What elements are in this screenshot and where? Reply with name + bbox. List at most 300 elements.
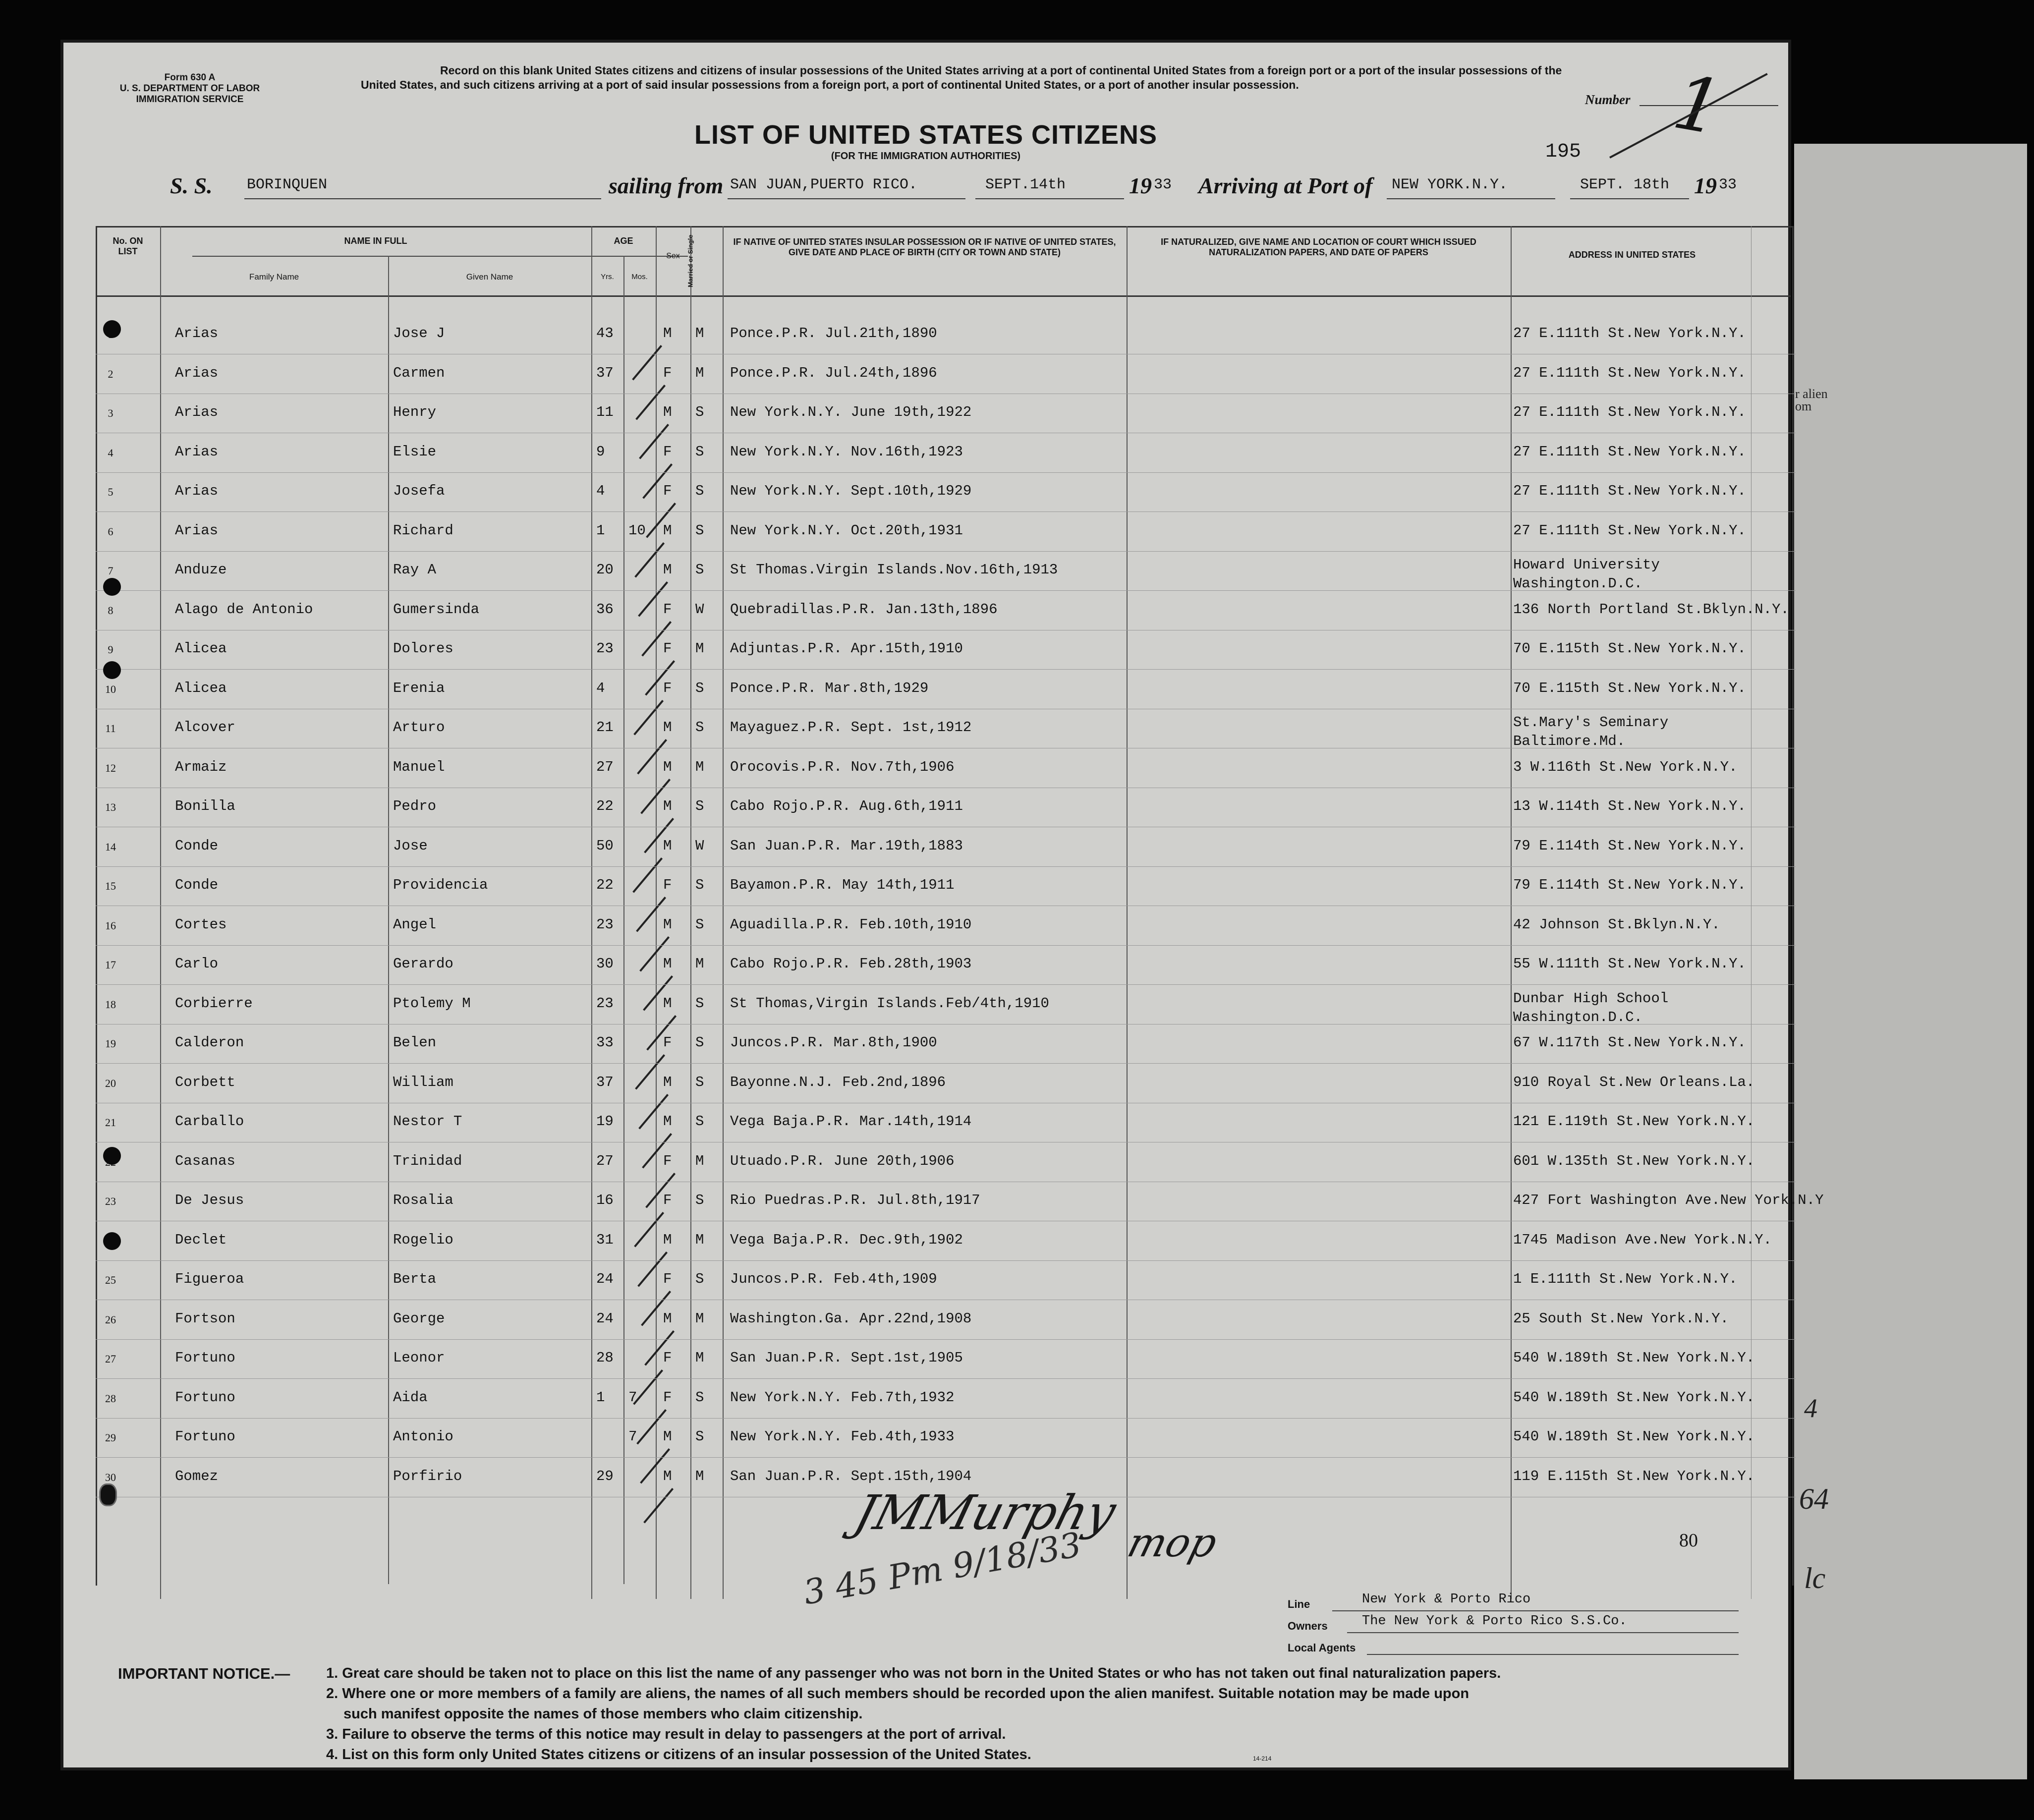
record-instructions: Record on this blank United States citizens and citizens of insular possessions of the United States arriving at a port of continental United States from a foreign port or a port of the insular possessions of the United States, and such citizens arriving at a port of said insular possessions from a foreign port, a port of continental United States, or a port of another insular possession. bbox=[361, 64, 1562, 91]
table-row bbox=[96, 759, 1796, 784]
print-code: 14-214 bbox=[1253, 1755, 1272, 1762]
row-number: 7 bbox=[108, 565, 113, 577]
punch-hole bbox=[103, 1232, 121, 1250]
stamp-number: 195 bbox=[1545, 141, 1582, 163]
table-row bbox=[96, 1232, 1796, 1256]
marital-status: S bbox=[695, 522, 704, 539]
marital-status: M bbox=[695, 758, 704, 775]
birth-place-date: Cabo Rojo.P.R. Aug.6th,1911 bbox=[730, 798, 963, 814]
marital-status: M bbox=[695, 364, 704, 381]
birth-place-date: Juncos.P.R. Mar.8th,1900 bbox=[730, 1034, 937, 1051]
table-row bbox=[96, 798, 1796, 823]
col-address: ADDRESS IN UNITED STATES bbox=[1568, 250, 1696, 260]
table-row bbox=[96, 1350, 1796, 1374]
marital-status: S bbox=[695, 916, 704, 933]
col-birth: IF NATIVE OF UNITED STATES INSULAR POSSESSION OR IF NATIVE OF UNITED STATES, GIVE DATE AND PLACE OF BIRTH (CITY OR TOWN AND STATE) bbox=[733, 237, 1116, 257]
sex: M bbox=[663, 522, 672, 539]
notice-item-1: 1. Great care should be taken not to place on this list the name of any passenger who was not born in the United States or who has not taken out final naturalization papers. bbox=[326, 1665, 1501, 1681]
family-name: Arias bbox=[175, 325, 219, 341]
given-name: Elsie bbox=[393, 443, 437, 460]
family-name: Declet bbox=[175, 1231, 227, 1248]
given-name: Jose J bbox=[393, 325, 445, 341]
pencil-annotation: 3 45 Pm 9/18/33 bbox=[800, 1525, 1084, 1613]
family-name: Corbett bbox=[175, 1074, 235, 1090]
age-years: 4 bbox=[596, 680, 605, 696]
col-married: Married or Single bbox=[686, 234, 694, 287]
family-name: Anduze bbox=[175, 562, 227, 578]
row-number: 30 bbox=[105, 1471, 116, 1483]
marital-status: M bbox=[695, 640, 704, 657]
row-number: 13 bbox=[105, 801, 116, 813]
inspector-initials: mop bbox=[1123, 1520, 1222, 1566]
sex: F bbox=[663, 601, 672, 618]
sex: M bbox=[663, 916, 672, 933]
age-years: 27 bbox=[596, 1152, 614, 1169]
age-years: 31 bbox=[596, 1231, 614, 1248]
table-row bbox=[96, 1034, 1796, 1059]
age-years: 30 bbox=[596, 956, 614, 972]
us-address: 27 E.111th St.New York.N.Y. bbox=[1513, 404, 1746, 420]
age-years: 22 bbox=[596, 877, 614, 893]
us-address: 67 W.117th St.New York.N.Y. bbox=[1513, 1034, 1746, 1051]
table-row bbox=[96, 1192, 1824, 1217]
marital-status: S bbox=[695, 1192, 704, 1208]
us-address: 70 E.115th St.New York.N.Y. bbox=[1513, 640, 1746, 657]
table-row bbox=[96, 1271, 1796, 1296]
table-row bbox=[96, 1310, 1796, 1335]
sex: M bbox=[663, 758, 672, 775]
given-name: Berta bbox=[393, 1271, 437, 1287]
sex: F bbox=[663, 1271, 672, 1287]
ship-name: BORINQUEN bbox=[247, 176, 328, 193]
marital-status: S bbox=[695, 1271, 704, 1287]
family-name: Bonilla bbox=[175, 798, 235, 814]
marital-status: M bbox=[695, 325, 704, 341]
row-number: 19 bbox=[105, 1037, 116, 1050]
marital-status: S bbox=[695, 1389, 704, 1406]
margin-note: 4 bbox=[1804, 1393, 1817, 1423]
given-name: Josefa bbox=[393, 483, 445, 499]
row-number: 23 bbox=[105, 1195, 116, 1207]
marital-status: M bbox=[695, 1468, 704, 1484]
punch-hole bbox=[103, 578, 121, 596]
notice-title: IMPORTANT NOTICE.— bbox=[118, 1665, 290, 1682]
us-address: Howard University bbox=[1513, 557, 1660, 573]
arrival-date: SEPT. 18th bbox=[1580, 176, 1670, 193]
row-number: 27 bbox=[105, 1353, 116, 1365]
us-address: 27 E.111th St.New York.N.Y. bbox=[1513, 364, 1746, 381]
inspector-signature: JMMurphy bbox=[848, 1485, 1122, 1540]
us-address: 70 E.115th St.New York.N.Y. bbox=[1513, 680, 1746, 696]
punch-hole bbox=[103, 1147, 121, 1165]
age-years: 29 bbox=[596, 1468, 614, 1484]
sex: F bbox=[663, 443, 672, 460]
handwritten-number: 1 bbox=[1667, 59, 1729, 152]
margin-note: r alien bbox=[1795, 387, 1828, 401]
age-years: 19 bbox=[596, 1113, 614, 1130]
birth-place-date: Quebradillas.P.R. Jan.13th,1896 bbox=[730, 601, 998, 618]
row-number: 12 bbox=[105, 761, 116, 774]
age-years: 28 bbox=[596, 1350, 614, 1366]
given-name: Belen bbox=[393, 1034, 437, 1051]
col-family-name: Family Name bbox=[249, 272, 299, 282]
age-years: 1 bbox=[596, 1389, 605, 1406]
family-name: De Jesus bbox=[175, 1192, 244, 1208]
punch-hole bbox=[101, 1485, 115, 1505]
birth-place-date: Orocovis.P.R. Nov.7th,1906 bbox=[730, 758, 955, 775]
table-row bbox=[96, 522, 1796, 547]
given-name: Nestor T bbox=[393, 1113, 462, 1130]
age-years: 24 bbox=[596, 1310, 614, 1327]
given-name: Providencia bbox=[393, 877, 488, 893]
number-label: Number bbox=[1585, 92, 1631, 107]
age-years: 23 bbox=[596, 995, 614, 1012]
notice-item-2-cont: such manifest opposite the names of those members who claim citizenship. bbox=[343, 1706, 863, 1722]
us-address: Dunbar High School bbox=[1513, 990, 1669, 1007]
sex: M bbox=[663, 719, 672, 736]
given-name: Jose bbox=[393, 837, 428, 854]
birth-place-date: Juncos.P.R. Feb.4th,1909 bbox=[730, 1271, 937, 1287]
sex: M bbox=[663, 1074, 672, 1090]
line-value: New York & Porto Rico bbox=[1362, 1592, 1531, 1607]
family-name: Armaiz bbox=[175, 758, 227, 775]
us-address: 910 Royal St.New Orleans.La. bbox=[1513, 1074, 1755, 1090]
us-address: 55 W.111th St.New York.N.Y. bbox=[1513, 956, 1746, 972]
family-name: Arias bbox=[175, 364, 219, 381]
marital-status: S bbox=[695, 877, 704, 893]
col-name-in-full: NAME IN FULL bbox=[344, 236, 407, 246]
us-address: 27 E.111th St.New York.N.Y. bbox=[1513, 443, 1746, 460]
sex: F bbox=[663, 364, 672, 381]
given-name: Richard bbox=[393, 522, 453, 539]
age-years: 1 bbox=[596, 522, 605, 539]
family-name: Calderon bbox=[175, 1034, 244, 1051]
given-name: Angel bbox=[393, 916, 437, 933]
us-address: 121 E.119th St.New York.N.Y. bbox=[1513, 1113, 1755, 1130]
from-port: SAN JUAN,PUERTO RICO. bbox=[730, 176, 918, 193]
birth-place-date: Mayaguez.P.R. Sept. 1st,1912 bbox=[730, 719, 972, 736]
birth-place-date: Rio Puedras.P.R. Jul.8th,1917 bbox=[730, 1192, 980, 1208]
col-no: No. ON LIST bbox=[113, 236, 143, 256]
age-years: 37 bbox=[596, 364, 614, 381]
age-years: 11 bbox=[596, 404, 614, 420]
given-name: George bbox=[393, 1310, 445, 1327]
margin-note: om bbox=[1795, 399, 1812, 413]
birth-place-date: Ponce.P.R. Jul.21th,1890 bbox=[730, 325, 937, 341]
birth-place-date: San Juan.P.R. Sept.1st,1905 bbox=[730, 1350, 963, 1366]
row-number: 28 bbox=[105, 1392, 116, 1405]
given-name: Antonio bbox=[393, 1428, 453, 1445]
form-header bbox=[108, 72, 272, 105]
given-name: Henry bbox=[393, 404, 437, 420]
marital-status: S bbox=[695, 1113, 704, 1130]
age-years: 4 bbox=[596, 483, 605, 499]
given-name: Erenia bbox=[393, 680, 445, 696]
sail-year: 33 bbox=[1154, 176, 1172, 193]
us-address: 1 E.111th St.New York.N.Y. bbox=[1513, 1271, 1738, 1287]
row-number: 11 bbox=[105, 722, 116, 735]
given-name: Gerardo bbox=[393, 956, 453, 972]
marital-status: S bbox=[695, 1034, 704, 1051]
given-name: Carmen bbox=[393, 364, 445, 381]
row-number: 2 bbox=[108, 367, 113, 380]
table-row bbox=[96, 1428, 1796, 1453]
birth-place-date: Ponce.P.R. Mar.8th,1929 bbox=[730, 680, 929, 696]
page-subtitle: (FOR THE IMMIGRATION AUTHORITIES) bbox=[831, 151, 1021, 162]
marital-status: S bbox=[695, 1074, 704, 1090]
sex: M bbox=[663, 1113, 672, 1130]
family-name: Alago de Antonio bbox=[175, 601, 313, 618]
family-name: Figueroa bbox=[175, 1271, 244, 1287]
birth-place-date: New York.N.Y. Oct.20th,1931 bbox=[730, 522, 963, 539]
family-name: Fortson bbox=[175, 1310, 235, 1327]
family-name: Arias bbox=[175, 443, 219, 460]
marital-status: S bbox=[695, 1428, 704, 1445]
us-address: 27 E.111th St.New York.N.Y. bbox=[1513, 325, 1746, 341]
sex: M bbox=[663, 1468, 672, 1484]
us-address: 540 W.189th St.New York.N.Y. bbox=[1513, 1428, 1755, 1445]
sail-date: SEPT.14th bbox=[985, 176, 1066, 193]
sex: M bbox=[663, 404, 672, 420]
us-address: 42 Johnson St.Bklyn.N.Y. bbox=[1513, 916, 1720, 933]
sex: M bbox=[663, 1231, 672, 1248]
department: U. S. DEPARTMENT OF LABOR bbox=[119, 83, 260, 94]
sex: F bbox=[663, 1389, 672, 1406]
age-years: 50 bbox=[596, 837, 614, 854]
us-address: 540 W.189th St.New York.N.Y. bbox=[1513, 1389, 1755, 1406]
family-name: Arias bbox=[175, 483, 219, 499]
sex: F bbox=[663, 1152, 672, 1169]
col-yrs: Yrs. bbox=[601, 273, 614, 281]
table-row bbox=[96, 680, 1796, 705]
sex: F bbox=[663, 640, 672, 657]
table-row bbox=[96, 557, 1796, 592]
margin-note: lc bbox=[1804, 1562, 1826, 1594]
marital-status: S bbox=[695, 483, 704, 499]
marital-status: W bbox=[695, 601, 704, 618]
table-row bbox=[96, 640, 1796, 665]
row-number: 8 bbox=[108, 604, 113, 617]
marital-status: S bbox=[695, 798, 704, 814]
table-row bbox=[96, 1389, 1796, 1414]
birth-place-date: Utuado.P.R. June 20th,1906 bbox=[730, 1152, 955, 1169]
row-number: 9 bbox=[108, 643, 113, 656]
sex: M bbox=[663, 837, 672, 854]
marital-status: S bbox=[695, 443, 704, 460]
birth-place-date: St Thomas,Virgin Islands.Feb/4th,1910 bbox=[730, 995, 1049, 1012]
sex: F bbox=[663, 1192, 672, 1208]
row-number: 3 bbox=[108, 407, 113, 419]
table-row bbox=[96, 483, 1796, 508]
row-number: 18 bbox=[105, 998, 116, 1011]
us-address: 601 W.135th St.New York.N.Y. bbox=[1513, 1152, 1755, 1169]
sex: M bbox=[663, 1428, 672, 1445]
row-number: 4 bbox=[108, 446, 113, 459]
family-name: Arias bbox=[175, 404, 219, 420]
family-name: Corbierre bbox=[175, 995, 253, 1012]
agents-label: Local Agents bbox=[1288, 1642, 1356, 1654]
service: IMMIGRATION SERVICE bbox=[136, 94, 244, 105]
age-years: 23 bbox=[596, 640, 614, 657]
row-number: 16 bbox=[105, 919, 116, 932]
table-row bbox=[96, 1074, 1796, 1099]
us-address-line2: Washington.D.C. bbox=[1513, 575, 1643, 592]
sex: M bbox=[663, 325, 672, 341]
given-name: Gumersinda bbox=[393, 601, 480, 618]
age-years: 27 bbox=[596, 758, 614, 775]
notice-item-3: 3. Failure to observe the terms of this notice may result in delay to passengers at the port of arrival. bbox=[326, 1726, 1006, 1742]
family-name: Carballo bbox=[175, 1113, 244, 1130]
us-address: 79 E.114th St.New York.N.Y. bbox=[1513, 837, 1746, 854]
table-row bbox=[96, 916, 1796, 941]
family-name: Fortuno bbox=[175, 1428, 235, 1445]
table-row bbox=[96, 1113, 1796, 1138]
col-mos: Mos. bbox=[631, 273, 648, 281]
birth-place-date: Bayamon.P.R. May 14th,1911 bbox=[730, 877, 955, 893]
family-name: Gomez bbox=[175, 1468, 219, 1484]
col-age: AGE bbox=[614, 236, 633, 246]
birth-place-date: Vega Baja.P.R. Mar.14th,1914 bbox=[730, 1113, 972, 1130]
table-row bbox=[96, 444, 1796, 468]
birth-place-date: New York.N.Y. Feb.4th,1933 bbox=[730, 1428, 955, 1445]
table-row bbox=[96, 365, 1796, 390]
marital-status: S bbox=[695, 404, 704, 420]
family-name: Conde bbox=[175, 877, 219, 893]
ss-label: S. S. bbox=[170, 173, 213, 198]
age-years: 33 bbox=[596, 1034, 614, 1051]
page-title: LIST OF UNITED STATES CITIZENS bbox=[694, 120, 1157, 150]
us-address-line2: Washington.D.C. bbox=[1513, 1009, 1643, 1025]
given-name: Aida bbox=[393, 1389, 428, 1406]
sex: M bbox=[663, 956, 672, 972]
birth-place-date: New York.N.Y. Sept.10th,1929 bbox=[730, 483, 972, 499]
marital-status: S bbox=[695, 680, 704, 696]
marital-status: S bbox=[695, 719, 704, 736]
sex: F bbox=[663, 483, 672, 499]
sex: F bbox=[663, 877, 672, 893]
family-name: Fortuno bbox=[175, 1350, 235, 1366]
given-name: Pedro bbox=[393, 798, 437, 814]
row-number: 14 bbox=[105, 840, 116, 853]
sex: M bbox=[663, 562, 672, 578]
age-years: 16 bbox=[596, 1192, 614, 1208]
margin-note: 64 bbox=[1799, 1482, 1829, 1515]
marital-status: W bbox=[695, 837, 704, 854]
sex: F bbox=[663, 680, 672, 696]
row-number: 15 bbox=[105, 880, 116, 892]
given-name: Ray A bbox=[393, 562, 437, 578]
row-number: 6 bbox=[108, 525, 113, 538]
age-years: 36 bbox=[596, 601, 614, 618]
birth-place-date: Aguadilla.P.R. Feb.10th,1910 bbox=[730, 916, 972, 933]
birth-place-date: New York.N.Y. June 19th,1922 bbox=[730, 404, 972, 420]
age-years: 20 bbox=[596, 562, 614, 578]
table-row bbox=[96, 601, 1796, 626]
given-name: Rosalia bbox=[393, 1192, 453, 1208]
marital-status: M bbox=[695, 1310, 704, 1327]
given-name: Leonor bbox=[393, 1350, 445, 1366]
row-number: 26 bbox=[105, 1313, 116, 1326]
family-name: Fortuno bbox=[175, 1389, 235, 1406]
arrival-year: 33 bbox=[1719, 176, 1737, 193]
given-name: Rogelio bbox=[393, 1231, 453, 1248]
arrival-port: NEW YORK.N.Y. bbox=[1392, 176, 1508, 193]
given-name: Dolores bbox=[393, 640, 453, 657]
table-row bbox=[96, 877, 1796, 902]
table-row bbox=[96, 714, 1796, 749]
birth-place-date: New York.N.Y. Feb.7th,1932 bbox=[730, 1389, 955, 1406]
family-name: Arias bbox=[175, 522, 219, 539]
us-address: 3 W.116th St.New York.N.Y. bbox=[1513, 758, 1738, 775]
arrival-year-prefix: 19 bbox=[1694, 173, 1717, 198]
row-number: 25 bbox=[105, 1274, 116, 1286]
arriving-label: Arriving at Port of bbox=[1198, 173, 1373, 198]
sex: F bbox=[663, 1034, 672, 1051]
us-address: 540 W.189th St.New York.N.Y. bbox=[1513, 1350, 1755, 1366]
line-label: Line bbox=[1288, 1598, 1310, 1610]
family-name: Alicea bbox=[175, 680, 227, 696]
birth-place-date: Vega Baja.P.R. Dec.9th,1902 bbox=[730, 1231, 963, 1248]
marital-status: M bbox=[695, 1231, 704, 1248]
table-row bbox=[96, 838, 1796, 862]
family-name: Alicea bbox=[175, 640, 227, 657]
us-address: 13 W.114th St.New York.N.Y. bbox=[1513, 798, 1746, 814]
sex: M bbox=[663, 995, 672, 1012]
marital-status: M bbox=[695, 956, 704, 972]
given-name: Arturo bbox=[393, 719, 445, 736]
voyage-line bbox=[63, 172, 1788, 207]
birth-place-date: Ponce.P.R. Jul.24th,1896 bbox=[730, 364, 937, 381]
form-number: Form 630 A bbox=[164, 72, 216, 83]
us-address: 119 E.115th St.New York.N.Y. bbox=[1513, 1468, 1755, 1484]
col-given-name: Given Name bbox=[466, 272, 513, 282]
sex: F bbox=[663, 1350, 672, 1366]
age-months: 10 bbox=[628, 522, 646, 539]
age-years: 23 bbox=[596, 916, 614, 933]
age-months: 7 bbox=[628, 1428, 637, 1445]
row-number: 10 bbox=[105, 682, 116, 695]
us-address: 136 North Portland St.Bklyn.N.Y. bbox=[1513, 601, 1789, 618]
birth-place-date: Bayonne.N.J. Feb.2nd,1896 bbox=[730, 1074, 946, 1090]
row-number: 21 bbox=[105, 1116, 116, 1129]
owners-label: Owners bbox=[1288, 1620, 1328, 1632]
family-name: Cortes bbox=[175, 916, 227, 933]
age-years: 24 bbox=[596, 1271, 614, 1287]
us-address: 25 South St.New York.N.Y. bbox=[1513, 1310, 1729, 1327]
age-years: 22 bbox=[596, 798, 614, 814]
col-naturalized: IF NATURALIZED, GIVE NAME AND LOCATION OF COURT WHICH ISSUED NATURALIZATION PAPERS, AND DATE OF PAPERS bbox=[1161, 237, 1476, 257]
punch-hole bbox=[103, 320, 121, 338]
marital-status: S bbox=[695, 995, 704, 1012]
given-name: Trinidad bbox=[393, 1152, 462, 1169]
row-number: 5 bbox=[108, 486, 113, 498]
family-name: Carlo bbox=[175, 956, 219, 972]
sex: M bbox=[663, 798, 672, 814]
age-years: 43 bbox=[596, 325, 614, 341]
row-number: 17 bbox=[105, 959, 116, 971]
marital-status: S bbox=[695, 562, 704, 578]
owners-value: The New York & Porto Rico S.S.Co. bbox=[1362, 1614, 1627, 1629]
us-address: 79 E.114th St.New York.N.Y. bbox=[1513, 877, 1746, 893]
birth-place-date: St Thomas.Virgin Islands.Nov.16th,1913 bbox=[730, 562, 1058, 578]
family-name: Conde bbox=[175, 837, 219, 854]
row-number: 29 bbox=[105, 1431, 116, 1444]
row-number: 20 bbox=[105, 1077, 116, 1089]
us-address: 1745 Madison Ave.New York.N.Y. bbox=[1513, 1231, 1772, 1248]
age-years: 37 bbox=[596, 1074, 614, 1090]
birth-place-date: Adjuntas.P.R. Apr.15th,1910 bbox=[730, 640, 963, 657]
family-name: Alcover bbox=[175, 719, 235, 736]
